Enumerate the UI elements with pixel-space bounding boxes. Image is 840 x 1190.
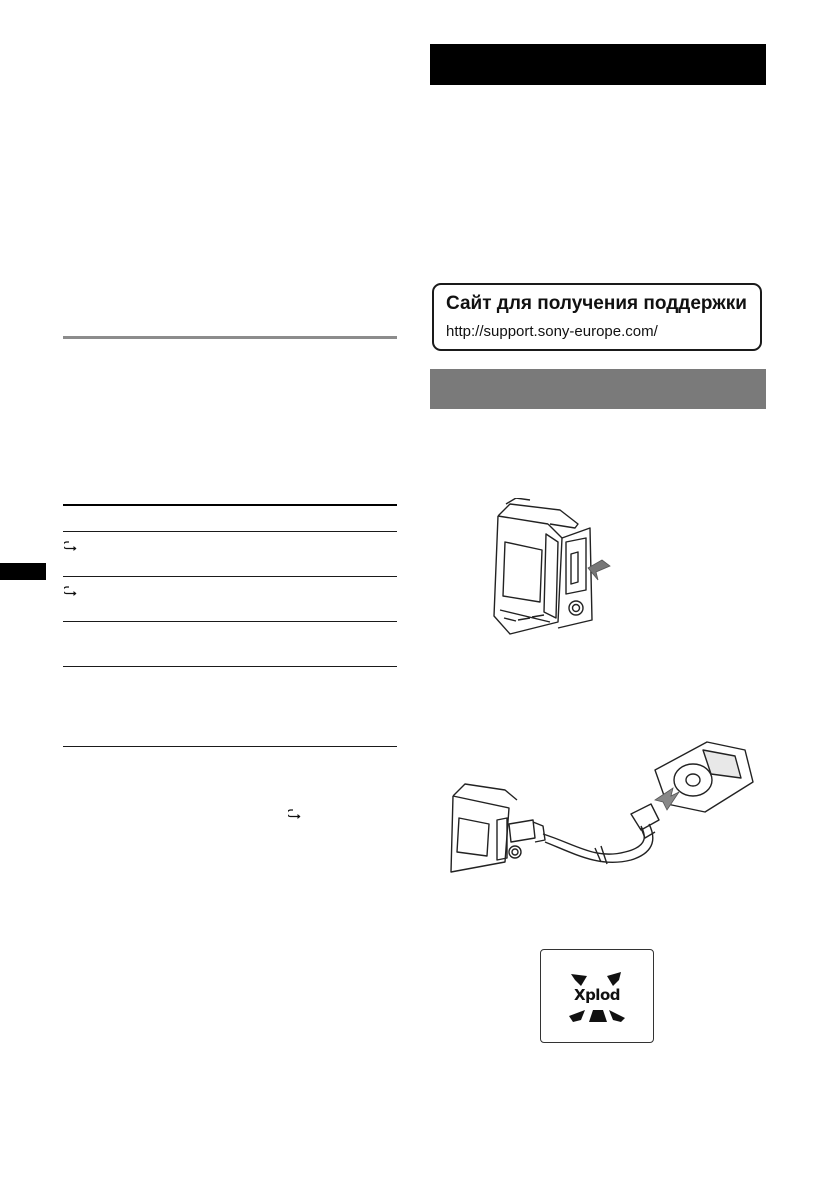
table-row	[64, 540, 78, 558]
inline-repeat-icon	[288, 808, 302, 826]
insert-arrow-icon	[655, 788, 679, 810]
table-row-rule	[63, 576, 397, 577]
repeat-icon	[64, 541, 78, 553]
support-box	[432, 283, 762, 351]
table-header-rule	[63, 531, 397, 532]
table-top-rule	[63, 504, 397, 506]
xplod-logo	[540, 949, 654, 1043]
language-side-tab	[0, 563, 46, 580]
repeat-icon	[64, 586, 78, 598]
table-row-rule	[63, 666, 397, 667]
subsection-header-bar	[430, 369, 766, 409]
support-title: Сайт для получения поддержки	[446, 293, 747, 314]
table-row-rule	[63, 621, 397, 622]
section-header-bar	[430, 44, 766, 85]
repeat-icon	[288, 809, 302, 821]
table-bottom-rule	[63, 746, 397, 747]
section-rule	[63, 336, 397, 339]
ipod-connection-illustration	[445, 722, 765, 882]
table-row	[64, 585, 78, 603]
head-unit-front-illustration	[470, 498, 620, 648]
support-url-link[interactable]: http://support.sony-europe.com/	[446, 323, 658, 340]
xplod-wordmark: Xplod	[574, 986, 620, 1004]
